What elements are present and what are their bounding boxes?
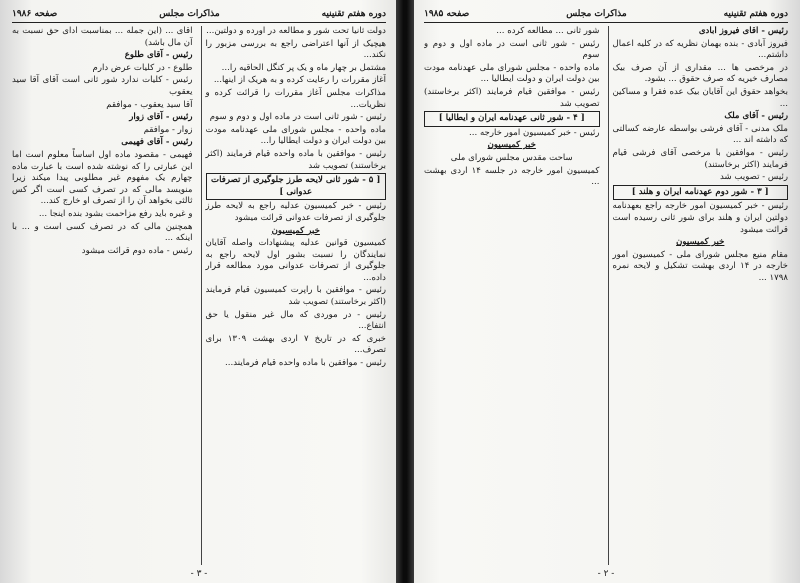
paragraph: رئیس - خبر کمیسیون امور خارجه ... [469, 127, 600, 138]
left-header-title: مذاكرات مجلس [159, 9, 220, 19]
paragraph: مذاکرات مجلس آغاز مقررات را قرائت کرده و نظریات... [205, 87, 386, 110]
paragraph: ماده واحده - مجلس شورای ملی عهدنامه مودت بین دولت ایران و دولت ایطالیا را... [205, 124, 386, 147]
speaker-line: رئیس - تصویب شد [719, 172, 788, 183]
paragraph: آقای ... (این جمله ... بمناسبت ادای حق نسبت به آن مال باشد) [12, 26, 193, 48]
paragraph: ملک مدنی - آقای فرشی بواسطه عارضه کسالتی که داشته اند ... [612, 123, 788, 146]
right-page-right-column [608, 26, 789, 565]
paragraph: دولت ثانیاً تحت شور و مطالعه در آورده و دولتین... [206, 26, 386, 36]
right-page-left-column [424, 26, 600, 565]
section-heading: [ ۳ - شور دوم عهدنامه ایران و هلند ] [613, 185, 789, 201]
book-gutter [396, 0, 414, 583]
left-header-page-number: صفحه ۱۹۸۶ [12, 9, 58, 19]
speaker-line: رئیس - آقای طلوع [124, 50, 193, 61]
paragraph: ماده واحده - مجلس شورای ملی عهدنامه مودت بین دولت ایران و دولت ایطالیا ... [424, 62, 600, 85]
paragraph: ساحت مقدس مجلس شورای ملی [450, 152, 573, 163]
section-heading: [ ۴ - شور ثانی عهدنامه ایران و ایطالیا ] [424, 111, 600, 127]
paragraph: رئیس - شور ثانی است در ماده اول و دوم و سوم [209, 112, 386, 123]
paragraph: کمیسیون امور خارجه در جلسه ۱۴ اردی بهشت ... [424, 165, 600, 188]
left-page-columns [12, 26, 386, 565]
paragraph: رئیس - موافقین با ماده واحده قیام فرمایند (اکثر برخاستند) تصویب شد [205, 148, 386, 171]
speaker-line: رئیس - آقای فهیمی [121, 137, 193, 148]
left-page [6, 0, 392, 583]
paragraph: رئیس - موافقین با راپرت کمیسیون قیام فرمایند (اکثر برخاستند) تصویب شد [205, 285, 386, 308]
paragraph: خبری که در تاریخ ۷ اردی بهشت ۱۳۰۹ برای تصرف... [205, 333, 386, 356]
paragraph: بخواهد حقوق این آقایان بیک عده فقرا و مساکین ... [612, 86, 788, 109]
left-page-left-column [12, 26, 193, 565]
right-header-page-number: صفحه ۱۹۸۵ [424, 9, 470, 19]
speaker-line: رئیس - آقای ملک [724, 111, 788, 122]
paragraph: در مرخصی ها ... مقداری از آن صرف بیک مصارف خیریه که صرف حقوق ... بشود. [612, 62, 788, 85]
right-page-columns [424, 26, 788, 565]
paragraph: مقام منیع مجلس شورای ملی - کمیسیون امور خارجه در ۱۴ اردی بهشت تشکیل و لایحه نمره ۱۷۹۸ ... [612, 249, 788, 283]
speaker-line: زوار - موافقم [143, 124, 193, 135]
subheading: خبر کمیسیون [676, 237, 725, 248]
speaker-line: رئیس - آقای زوار [129, 112, 193, 123]
paragraph: رئیس - خبر کمیسیون عدلیه راجع به لایحه طرز جلوگیری از تصرفات عدوانی قرائت میشود [205, 201, 386, 223]
paragraph: رئیس - ماده دوم قرائت میشود [81, 245, 193, 256]
paragraph: کمیسیون قوانین عدلیه پیشنهادات واصله آقایان نمایندگان را نسبت بشور اول لایحه راجع به جلوگیری از تصرفات عدوانی مورد مطالعه قرار داده... [205, 238, 386, 283]
paragraph: فیروز آبادی - بنده بهمان نظریه که در کلیه اعمال داشتم... [612, 38, 788, 61]
subheading: خبر کمیسیون [271, 225, 320, 236]
paragraph: هیچیک از آنها اعتراضی راجع به بررسی مزبور را نکند... [205, 38, 386, 61]
left-page-right-column [201, 26, 387, 565]
left-header-session: دوره هفتم تقنينيه [321, 9, 386, 19]
right-page [418, 0, 794, 583]
speaker-line: رئیس - آقای فیروز آبادی [698, 26, 788, 36]
paragraph: رئیس - موافقین قیام فرمایند (اکثر برخاستند) تصویب شد [424, 86, 600, 109]
paragraph: مشتمل بر چهار ماه و یک پر کنگل الحاقیه را... [221, 62, 386, 73]
left-page-folio: - ۳ - [190, 569, 208, 579]
paragraph: آغاز مقررات را رعایت کرده و به هریک از اینها... [213, 75, 386, 86]
subheading: خبر کمیسیون [487, 140, 536, 151]
paragraph: رئیس - موافقین با مرخصی آقای فرشی قیام فرمایند (اکثر برخاستند) [612, 147, 788, 170]
right-page-header [424, 6, 788, 23]
section-heading: [ ۵ - شور ثانی لایحه طرز جلوگیری از تصرفات عدوانی ] [206, 173, 387, 200]
paragraph: رئیس - در موردی که مال غیر منقول یا حق انتفاع... [205, 309, 386, 332]
speaker-line: آقا سید یعقوب - موافقم [106, 99, 193, 110]
paragraph: رئیس - موافقین با ماده واحده قیام فرمایند... [225, 358, 386, 369]
right-header-session: دوره هفتم تقنينيه [723, 9, 788, 19]
left-page-header [12, 6, 386, 23]
paragraph: فهیمی - مقصود ماده اول اساساً معلوم است اما این عبارتی را که نوشته شده است با عبارت ماده چهارم یک مفهوم غیر مطلوبی پیدا میکند زیرا منویسد مالی که در تصرف کسی است اگر کس ثالثی بخواهد آن را از تصرف او خارج کند... [12, 149, 193, 207]
paragraph: شور ثانی ... مطالعه کرده ... [496, 26, 600, 36]
paragraph: رئیس - شور ثانی است در ماده اول و دوم و سوم [424, 38, 600, 61]
right-page-folio: - ۲ - [597, 569, 615, 579]
right-header-title: مذاكرات مجلس [566, 9, 627, 19]
speaker-line: طلوع - در کلیات عرض دارم [92, 62, 193, 73]
speaker-line: رئیس - کلیات ندارد شور ثانی است آقای آقا سید یعقوب [12, 75, 193, 97]
paragraph: رئیس - خبر کمیسیون امور خارجه راجع بعهدنامه دولتین ایران و هلند برای شور ثانی رسیده است قرائت میشود [612, 201, 788, 235]
paragraph: همچنین مالی که در تصرف کسی است و ... با اینکه ... [12, 221, 193, 244]
paragraph: و غیره باید رفع مزاحمت بشود بنده اینجا ... [38, 208, 193, 219]
